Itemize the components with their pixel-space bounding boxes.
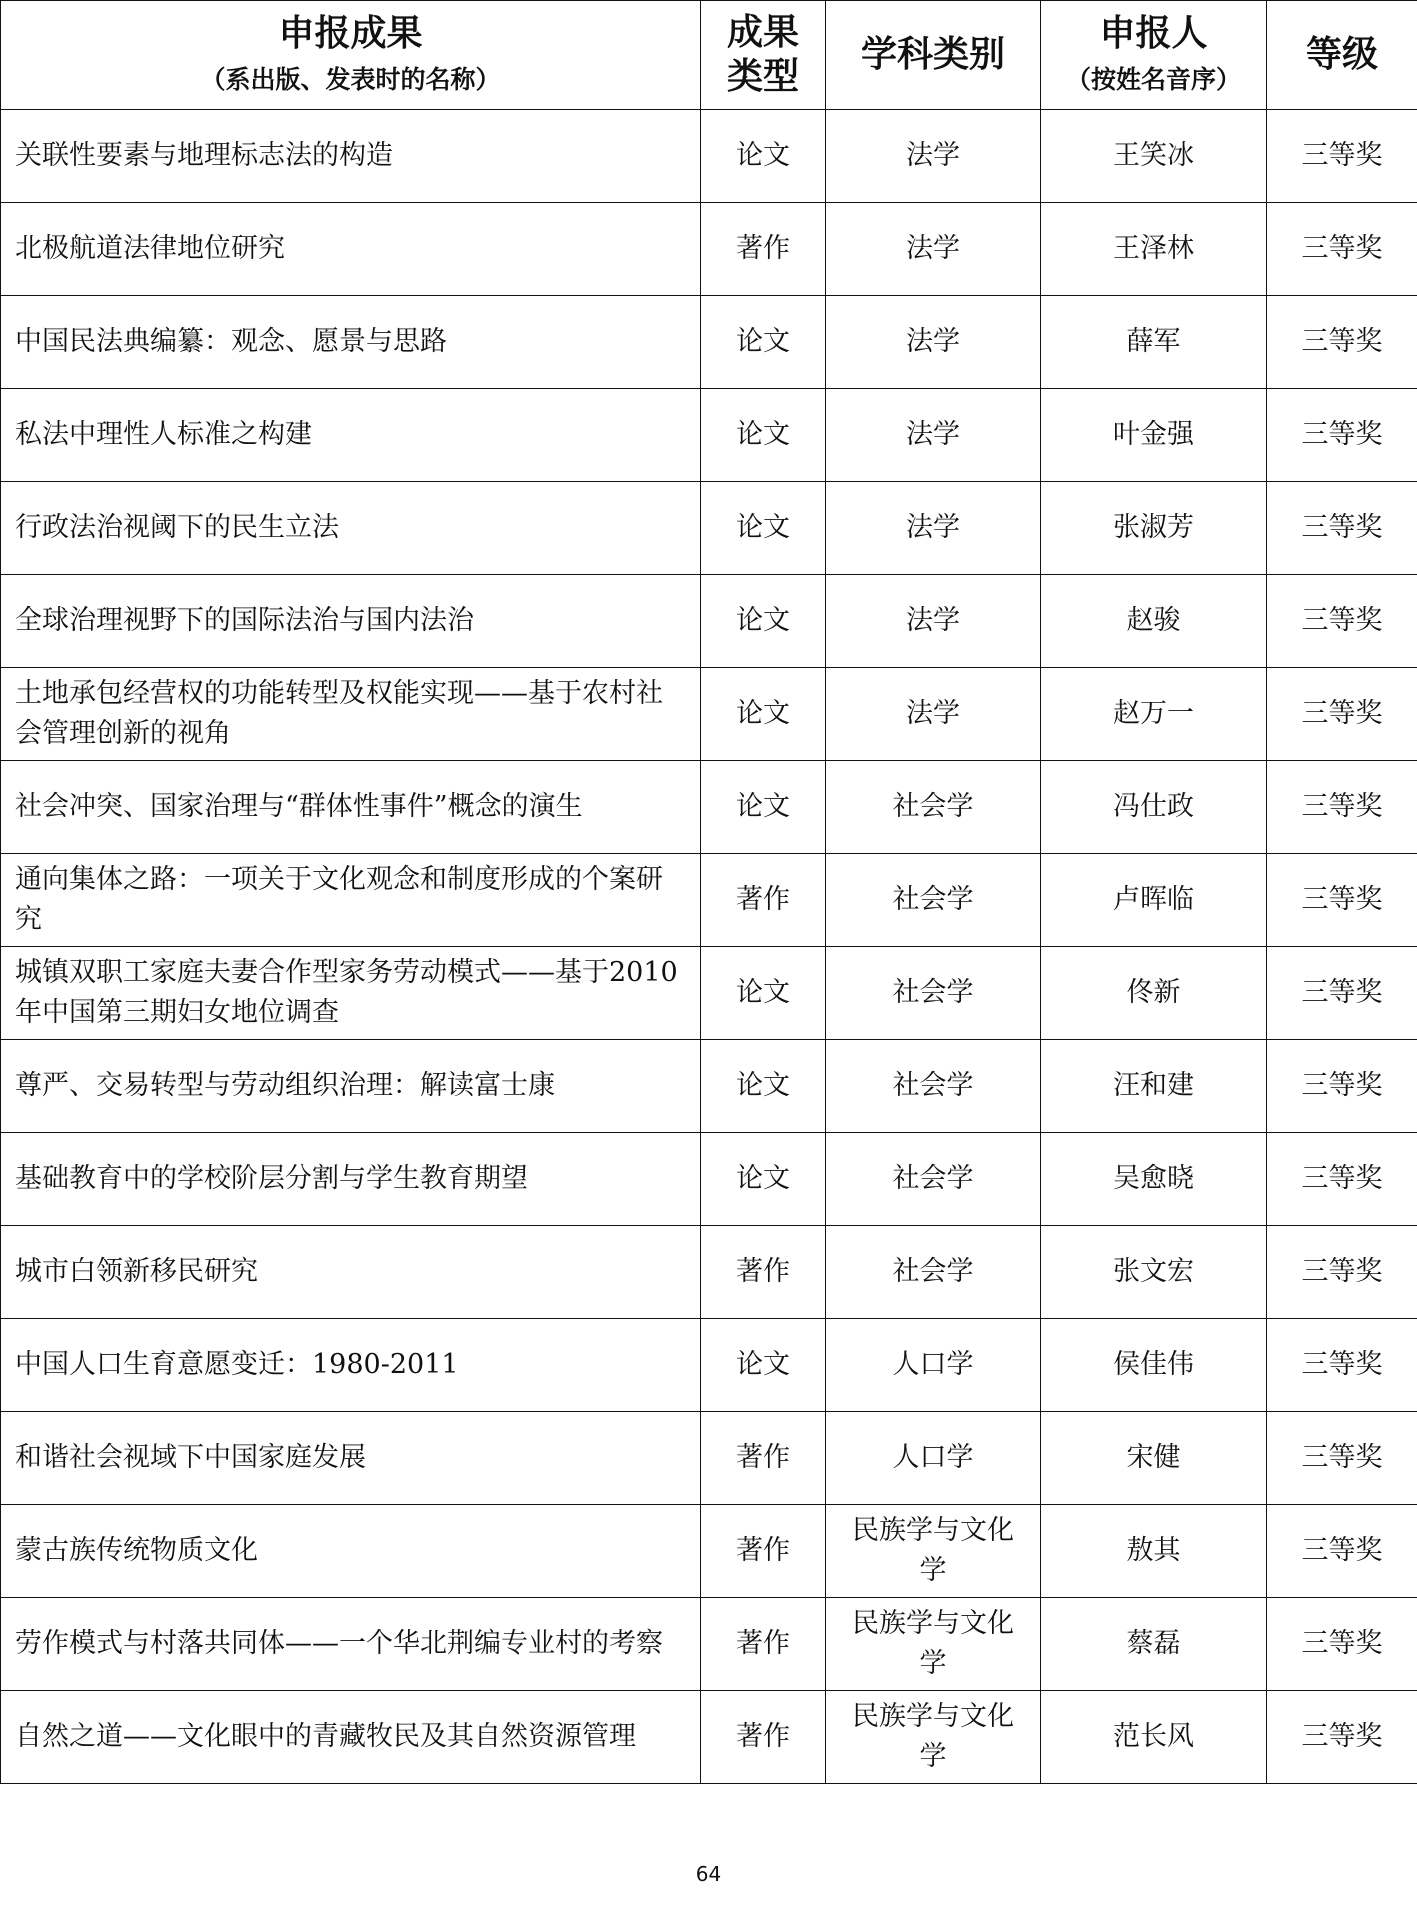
achievement-title-cell: 城市白领新移民研究	[1, 1226, 701, 1319]
header-applicant	[1041, 1, 1267, 110]
achievement-title-cell: 蒙古族传统物质文化	[1, 1505, 701, 1598]
discipline-cell: 法学	[826, 575, 1041, 668]
applicant-cell: 侯佳伟	[1041, 1319, 1267, 1412]
discipline-cell: 人口学	[826, 1412, 1041, 1505]
discipline-cell: 法学	[826, 482, 1041, 575]
achievement-title-cell: 基础教育中的学校阶层分割与学生教育期望	[1, 1133, 701, 1226]
achievement-title-cell: 和谐社会视域下中国家庭发展	[1, 1412, 701, 1505]
header-achievement-note: （系出版、发表时的名称）	[200, 65, 501, 94]
grade-cell: 三等奖	[1267, 1412, 1417, 1505]
achievement-title-cell: 北极航道法律地位研究	[1, 203, 701, 296]
header-discipline	[826, 1, 1041, 110]
grade-cell: 三等奖	[1267, 761, 1417, 854]
achievement-type-cell: 论文	[701, 1040, 826, 1133]
grade-cell: 三等奖	[1267, 482, 1417, 575]
achievement-type-cell: 论文	[701, 947, 826, 1040]
table-row	[1, 1133, 1417, 1226]
achievement-type-cell: 著作	[701, 1412, 826, 1505]
table-row	[1, 854, 1417, 947]
table-row	[1, 761, 1417, 854]
achievement-title-cell: 劳作模式与村落共同体——一个华北荆编专业村的考察	[1, 1598, 701, 1691]
grade-cell: 三等奖	[1267, 389, 1417, 482]
header-applicant-note: （按姓名音序）	[1065, 65, 1241, 94]
applicant-cell: 王笑冰	[1041, 110, 1267, 203]
discipline-cell: 民族学与文化学	[826, 1505, 1041, 1598]
discipline-cell: 社会学	[826, 947, 1041, 1040]
grade-cell: 三等奖	[1267, 1691, 1417, 1784]
discipline-cell: 社会学	[826, 854, 1041, 947]
grade-cell: 三等奖	[1267, 854, 1417, 947]
table-row	[1, 1505, 1417, 1598]
achievement-title-cell: 行政法治视阈下的民生立法	[1, 482, 701, 575]
discipline-cell: 法学	[826, 110, 1041, 203]
table-header-row	[1, 1, 1417, 110]
table-row	[1, 389, 1417, 482]
grade-cell: 三等奖	[1267, 1040, 1417, 1133]
table-body	[1, 110, 1417, 1784]
table-row	[1, 1598, 1417, 1691]
table-row	[1, 947, 1417, 1040]
achievement-type-cell: 论文	[701, 668, 826, 761]
discipline-cell: 民族学与文化学	[826, 1691, 1041, 1784]
achievement-title-cell: 私法中理性人标准之构建	[1, 389, 701, 482]
header-grade	[1267, 1, 1417, 110]
grade-cell: 三等奖	[1267, 1598, 1417, 1691]
grade-cell: 三等奖	[1267, 1319, 1417, 1412]
achievement-title-cell: 全球治理视野下的国际法治与国内法治	[1, 575, 701, 668]
table-row	[1, 296, 1417, 389]
grade-cell: 三等奖	[1267, 296, 1417, 389]
achievement-type-cell: 论文	[701, 389, 826, 482]
achievement-title-cell: 关联性要素与地理标志法的构造	[1, 110, 701, 203]
achievement-type-cell: 著作	[701, 203, 826, 296]
applicant-cell: 赵骏	[1041, 575, 1267, 668]
table-row	[1, 668, 1417, 761]
achievement-title-cell: 自然之道——文化眼中的青藏牧民及其自然资源管理	[1, 1691, 701, 1784]
achievement-title-cell: 尊严、交易转型与劳动组织治理：解读富士康	[1, 1040, 701, 1133]
applicant-cell: 佟新	[1041, 947, 1267, 1040]
discipline-cell: 社会学	[826, 1040, 1041, 1133]
discipline-cell: 民族学与文化学	[826, 1598, 1041, 1691]
discipline-cell: 社会学	[826, 1133, 1041, 1226]
table-row	[1, 1040, 1417, 1133]
table-row	[1, 1319, 1417, 1412]
grade-cell: 三等奖	[1267, 668, 1417, 761]
applicant-cell: 范长风	[1041, 1691, 1267, 1784]
achievement-title-cell: 通向集体之路：一项关于文化观念和制度形成的个案研究	[1, 854, 701, 947]
achievement-type-cell: 论文	[701, 110, 826, 203]
header-achievement-title: 申报成果	[278, 13, 423, 54]
table-row	[1, 575, 1417, 668]
applicant-cell: 吴愈晓	[1041, 1133, 1267, 1226]
achievement-type-cell: 著作	[701, 1505, 826, 1598]
applicant-cell: 薛军	[1041, 296, 1267, 389]
table-row	[1, 1691, 1417, 1784]
header-achievement	[1, 1, 701, 110]
applicant-cell: 宋健	[1041, 1412, 1267, 1505]
achievement-type-cell: 论文	[701, 296, 826, 389]
page-number: 64	[695, 1862, 722, 1886]
table-row	[1, 482, 1417, 575]
achievement-title-cell: 中国人口生育意愿变迁：1980-2011	[1, 1319, 701, 1412]
discipline-cell: 法学	[826, 296, 1041, 389]
applicant-cell: 冯仕政	[1041, 761, 1267, 854]
applicant-cell: 张文宏	[1041, 1226, 1267, 1319]
discipline-cell: 人口学	[826, 1319, 1041, 1412]
achievement-type-cell: 著作	[701, 1226, 826, 1319]
achievement-type-cell: 著作	[701, 1691, 826, 1784]
table-row	[1, 110, 1417, 203]
achievement-type-cell: 著作	[701, 1598, 826, 1691]
discipline-cell: 社会学	[826, 761, 1041, 854]
applicant-cell: 叶金强	[1041, 389, 1267, 482]
applicant-cell: 张淑芳	[1041, 482, 1267, 575]
discipline-cell: 法学	[826, 203, 1041, 296]
applicant-cell: 敖其	[1041, 1505, 1267, 1598]
table-row	[1, 1226, 1417, 1319]
discipline-cell: 社会学	[826, 1226, 1041, 1319]
achievement-title-cell: 社会冲突、国家治理与“群体性事件”概念的演生	[1, 761, 701, 854]
discipline-cell: 法学	[826, 668, 1041, 761]
achievement-type-cell: 论文	[701, 761, 826, 854]
header-type	[701, 1, 826, 110]
grade-cell: 三等奖	[1267, 1133, 1417, 1226]
achievement-title-cell: 城镇双职工家庭夫妻合作型家务劳动模式——基于2010年中国第三期妇女地位调查	[1, 947, 701, 1040]
table-row	[1, 1412, 1417, 1505]
grade-cell: 三等奖	[1267, 575, 1417, 668]
header-applicant-title: 申报人	[1099, 13, 1208, 54]
grade-cell: 三等奖	[1267, 203, 1417, 296]
header-grade-label: 等级	[1305, 34, 1378, 75]
table-row	[1, 203, 1417, 296]
achievement-title-cell: 中国民法典编纂：观念、愿景与思路	[1, 296, 701, 389]
grade-cell: 三等奖	[1267, 947, 1417, 1040]
achievement-type-cell: 论文	[701, 1133, 826, 1226]
applicant-cell: 汪和建	[1041, 1040, 1267, 1133]
achievement-type-cell: 著作	[701, 854, 826, 947]
header-discipline-label: 学科类别	[860, 34, 1005, 75]
grade-cell: 三等奖	[1267, 110, 1417, 203]
discipline-cell: 法学	[826, 389, 1041, 482]
applicant-cell: 蔡磊	[1041, 1598, 1267, 1691]
grade-cell: 三等奖	[1267, 1505, 1417, 1598]
header-type-label: 成果类型	[726, 12, 799, 97]
achievement-type-cell: 论文	[701, 1319, 826, 1412]
achievement-title-cell: 土地承包经营权的功能转型及权能实现——基于农村社会管理创新的视角	[1, 668, 701, 761]
applicant-cell: 王泽林	[1041, 203, 1267, 296]
achievement-type-cell: 论文	[701, 575, 826, 668]
applicant-cell: 赵万一	[1041, 668, 1267, 761]
achievement-type-cell: 论文	[701, 482, 826, 575]
applicant-cell: 卢晖临	[1041, 854, 1267, 947]
grade-cell: 三等奖	[1267, 1226, 1417, 1319]
